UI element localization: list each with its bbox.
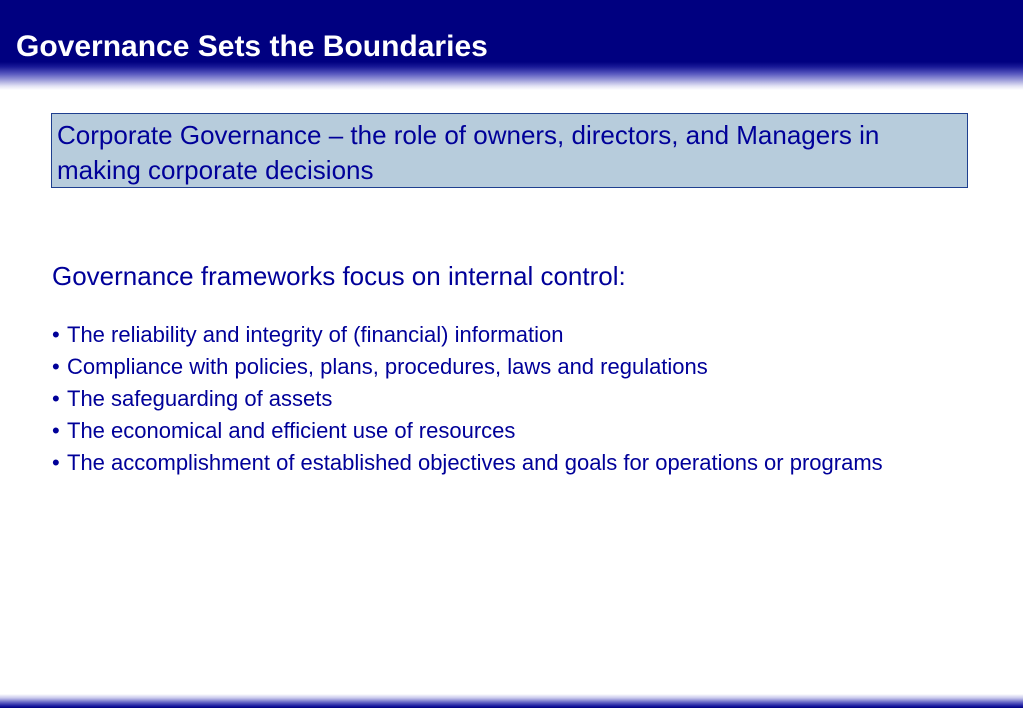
bullet-icon: • <box>52 450 60 475</box>
bullet-list <box>52 319 952 479</box>
slide-title: Governance Sets the Boundaries <box>16 30 488 63</box>
bullet-item <box>52 383 952 415</box>
bullet-text: The safeguarding of assets <box>67 386 333 411</box>
section-heading: Governance frameworks focus on internal control: <box>52 261 626 291</box>
bullet-item <box>52 447 952 479</box>
bottom-bar <box>0 694 1023 708</box>
bullet-item <box>52 351 952 383</box>
bullet-item <box>52 319 952 351</box>
title-bar <box>0 0 1023 90</box>
bullet-text: The economical and efficient use of resources <box>67 418 516 443</box>
bullet-text: The accomplishment of established objectives and goals for operations or programs <box>67 450 883 475</box>
bullet-icon: • <box>52 386 60 411</box>
bullet-text: The reliability and integrity of (financial) information <box>67 322 564 347</box>
definition-text: Corporate Governance – the role of owners, directors, and Managers in making corporate decisions <box>57 120 880 185</box>
bullet-icon: • <box>52 418 60 443</box>
bullet-item <box>52 415 952 447</box>
definition-box <box>51 113 968 188</box>
bullet-text: Compliance with policies, plans, procedures, laws and regulations <box>67 354 708 379</box>
bullet-icon: • <box>52 322 60 347</box>
bullet-icon: • <box>52 354 60 379</box>
